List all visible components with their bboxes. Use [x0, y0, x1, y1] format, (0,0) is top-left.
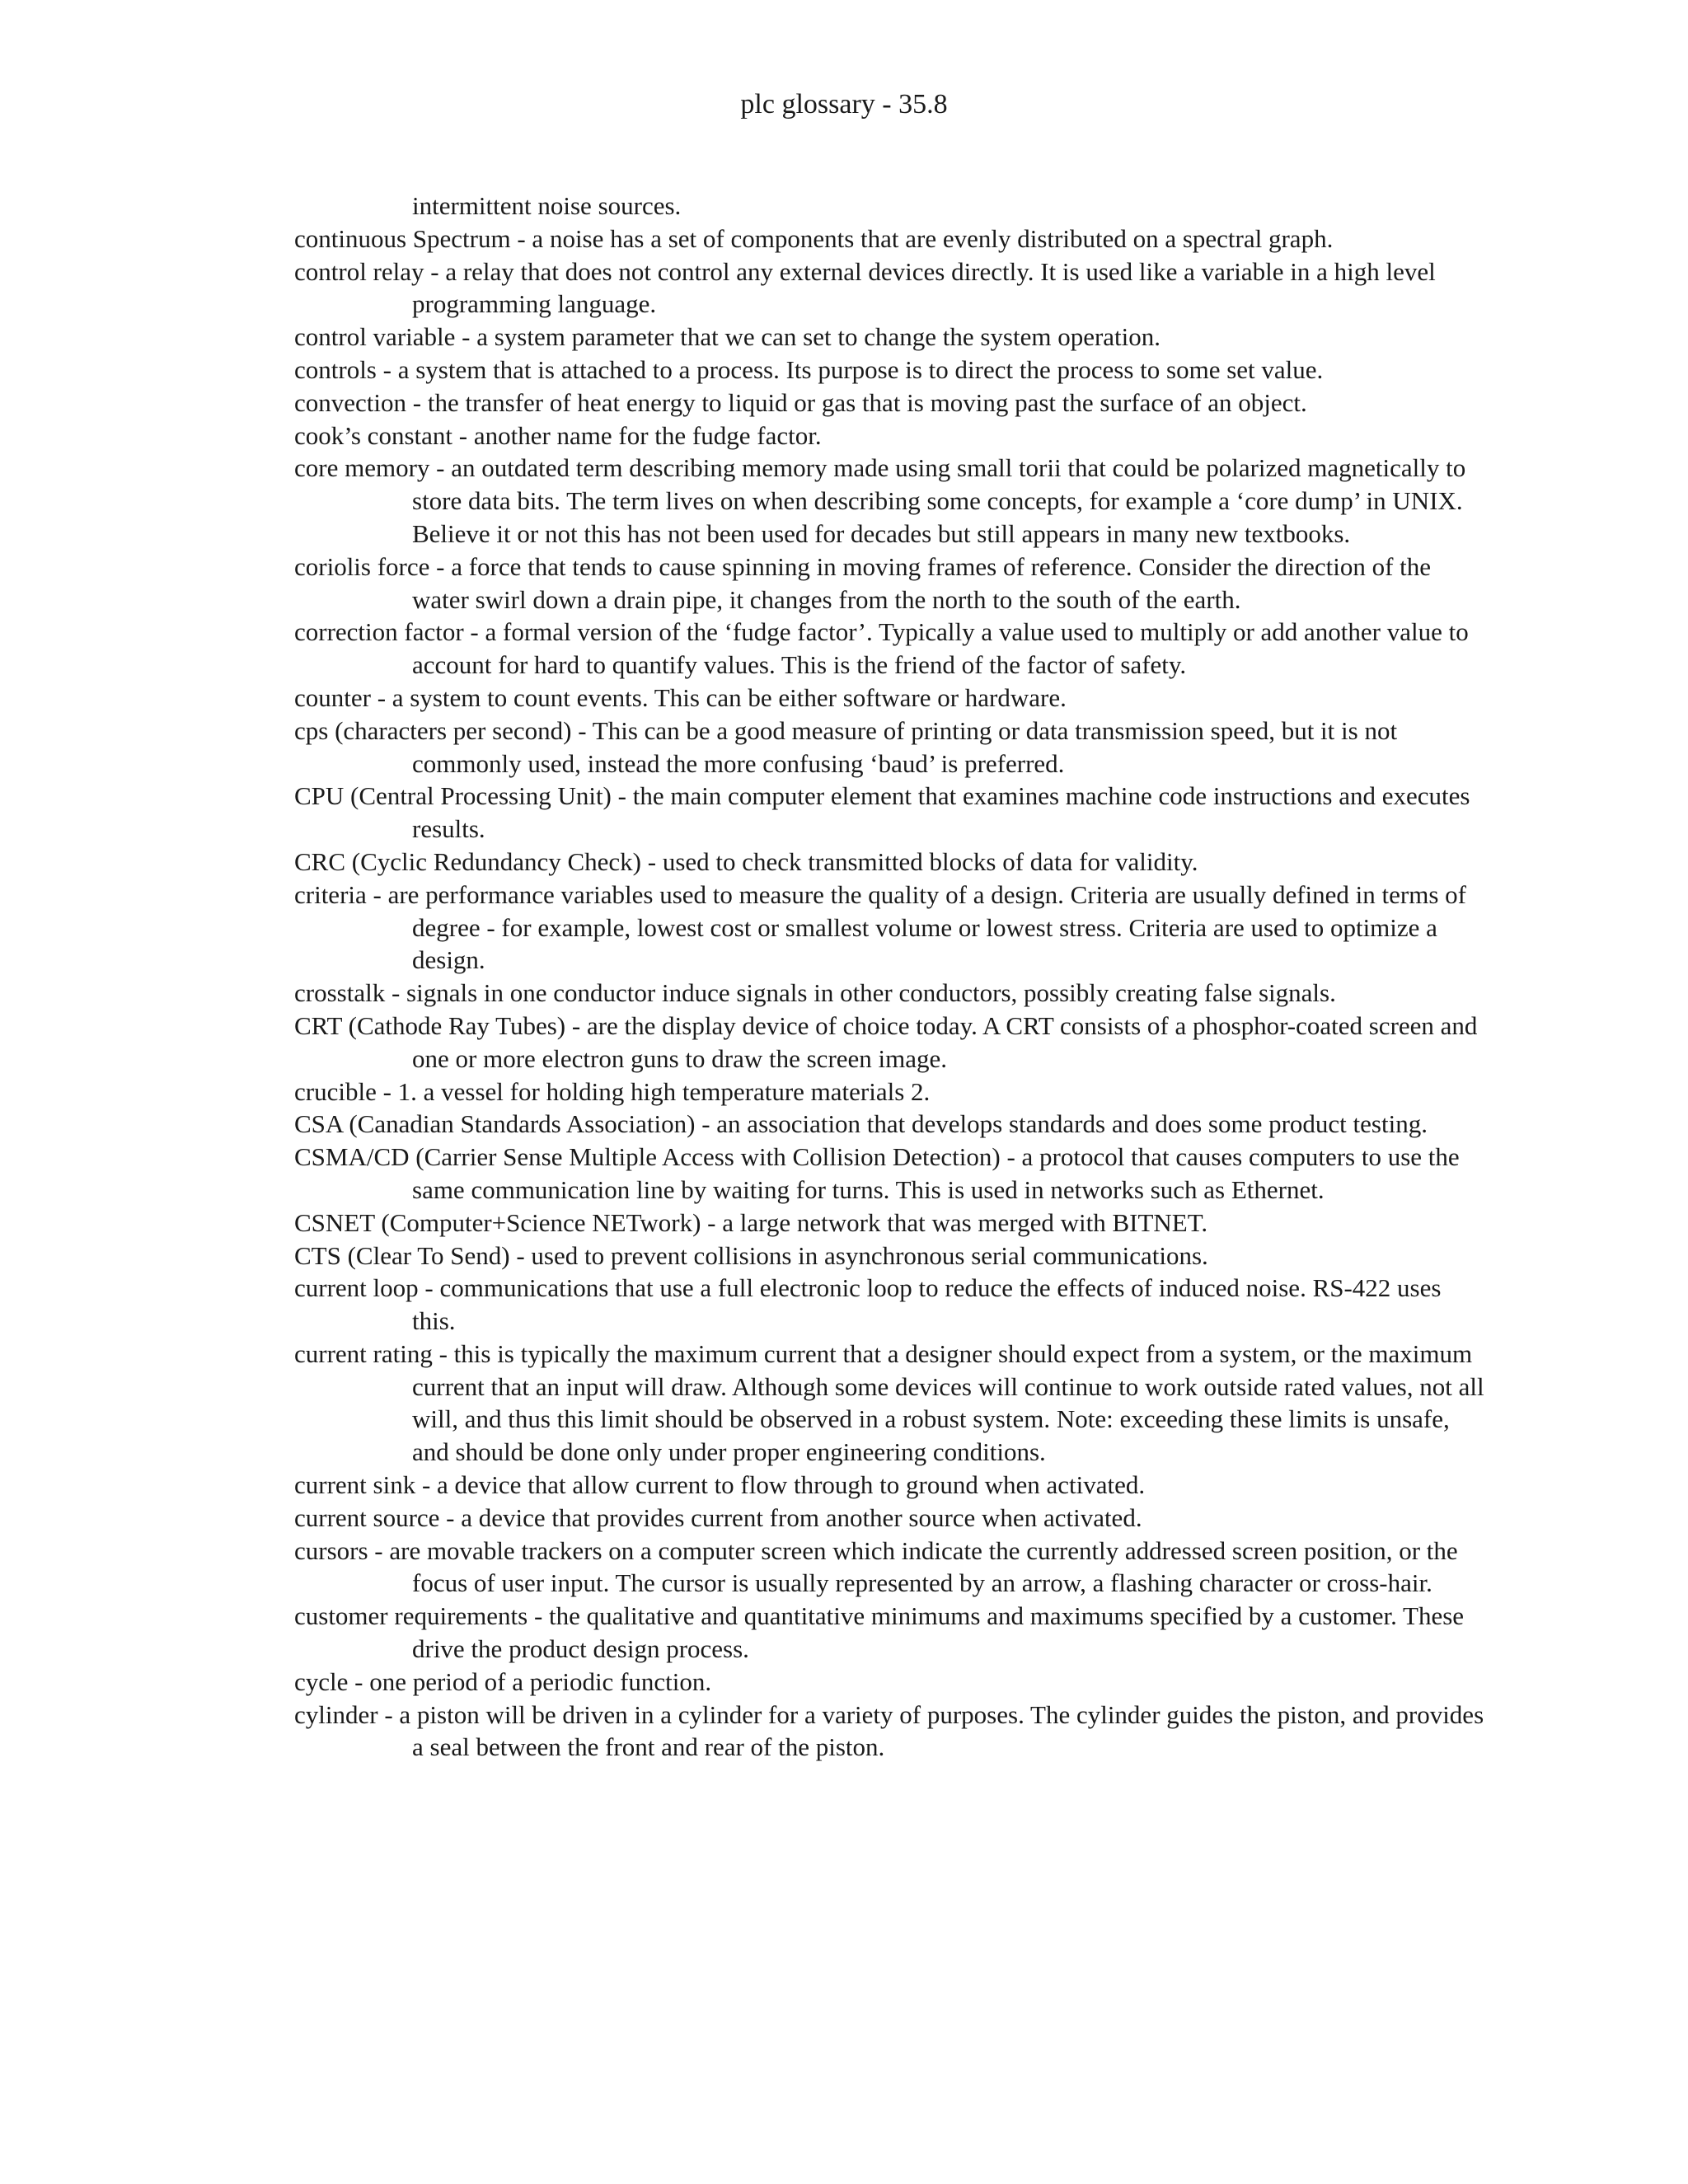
- glossary-entry-control-variable: control variable - a system parameter that we can set to change the system operation.: [294, 322, 1161, 352]
- glossary-entry-cylinder: cylinder - a piston will be driven in a cylinder for a variety of purposes. The cylinder guides the piston, and provides a seal between the front and rear of the piston.: [294, 1699, 1484, 1762]
- glossary-entry-crucible: crucible - 1. a vessel for holding high temperature materials 2.: [294, 1076, 931, 1106]
- glossary-entry-continuous-spectrum: continuous Spectrum - a noise has a set of components that are evenly distributed on a spectral graph.: [294, 223, 1334, 253]
- glossary-entry-cts: CTS (Clear To Send) - used to prevent collisions in asynchronous serial communications.: [294, 1240, 1208, 1270]
- glossary-entry-current-source: current source - a device that provides current from another source when activated.: [294, 1502, 1142, 1532]
- glossary-entry-control-relay: control relay - a relay that does not control any external devices directly. It is used like a variable in a high level programming language.: [294, 256, 1436, 319]
- glossary-entry-csa: CSA (Canadian Standards Association) - an association that develops standards and does some product testing.: [294, 1109, 1428, 1139]
- glossary-entry-current-sink: current sink - a device that allow current to flow through to ground when activated.: [294, 1470, 1146, 1500]
- glossary-body: [294, 190, 1485, 1764]
- glossary-entry-counter: counter - a system to count events. This can be either software or hardware.: [294, 682, 1067, 712]
- glossary-entry-cursors: cursors - are movable trackers on a computer screen which indicate the currently addressed screen position, or the focus of user input. The cursor is usually represented by an arrow, a flashing character or cross-hair.: [294, 1535, 1458, 1598]
- glossary-entry-cpu: CPU (Central Processing Unit) - the main computer element that examines machine code instructions and executes results.: [294, 781, 1470, 844]
- page-header: plc glossary - 35.8: [740, 89, 948, 120]
- glossary-entry-continued: intermittent noise sources.: [412, 191, 682, 220]
- glossary-entry-criteria: criteria - are performance variables used to measure the quality of a design. Criteria are usually defined in terms of degree - for example, lowest cost or smallest volume or lowest stress. Criteria are used to optimize a design.: [294, 879, 1466, 975]
- glossary-entry-coriolis-force: coriolis force - a force that tends to cause spinning in moving frames of reference. Consider the direction of the water swirl down a drain pipe, it changes from the north to the south of the earth.: [294, 551, 1432, 614]
- glossary-entry-crt: CRT (Cathode Ray Tubes) - are the display device of choice today. A CRT consists of a phosphor-coated screen and one or more electron guns to draw the screen image.: [294, 1010, 1478, 1073]
- glossary-entry-cooks-constant: cook’s constant - another name for the fudge factor.: [294, 420, 822, 450]
- glossary-entry-customer-requirements: customer requirements - the qualitative and quantitative minimums and maximums specified by a customer. These drive the product design process.: [294, 1601, 1465, 1664]
- glossary-entry-crosstalk: crosstalk - signals in one conductor induce signals in other conductors, possibly creating false signals.: [294, 978, 1336, 1008]
- glossary-entry-cycle: cycle - one period of a periodic function.: [294, 1666, 712, 1696]
- glossary-entry-csma-cd: CSMA/CD (Carrier Sense Multiple Access with Collision Detection) - a protocol that causes computers to use the same communication line by waiting for turns. This is used in networks such as Ethernet.: [294, 1142, 1460, 1204]
- glossary-entry-correction-factor: correction factor - a formal version of the ‘fudge factor’. Typically a value used to multiply or add another value to account for hard to quantify values. This is the friend of the factor of safety.: [294, 617, 1469, 680]
- glossary-entry-convection: convection - the transfer of heat energy to liquid or gas that is moving past the surface of an object.: [294, 387, 1307, 417]
- glossary-entry-current-loop: current loop - communications that use a full electronic loop to reduce the effects of induced noise. RS-422 uses this.: [294, 1273, 1442, 1336]
- glossary-entry-cps: cps (characters per second) - This can be a good measure of printing or data transmission speed, but it is not commonly used, instead the more confusing ‘baud’ is preferred.: [294, 715, 1398, 778]
- glossary-entry-crc: CRC (Cyclic Redundancy Check) - used to check transmitted blocks of data for validity.: [294, 846, 1198, 876]
- glossary-entry-controls: controls - a system that is attached to a process. Its purpose is to direct the process to some set value.: [294, 354, 1324, 384]
- glossary-entry-csnet: CSNET (Computer+Science NETwork) - a large network that was merged with BITNET.: [294, 1207, 1208, 1237]
- glossary-entry-core-memory: core memory - an outdated term describing memory made using small torii that could be polarized magnetically to store data bits. The term lives on when describing some concepts, for example a ‘core dump’ in UNIX. Believe it or not this has not been used for decades but still appears in many new textbooks.: [294, 453, 1466, 548]
- glossary-entry-current-rating: current rating - this is typically the maximum current that a designer should expect from a system, or the maximum current that an input will draw. Although some devices will continue to work outside rated values, not all will, and thus this limit should be observed in a robust system. Note: exceeding these limits is unsafe, and should be done only under proper engineering conditions.: [294, 1338, 1484, 1467]
